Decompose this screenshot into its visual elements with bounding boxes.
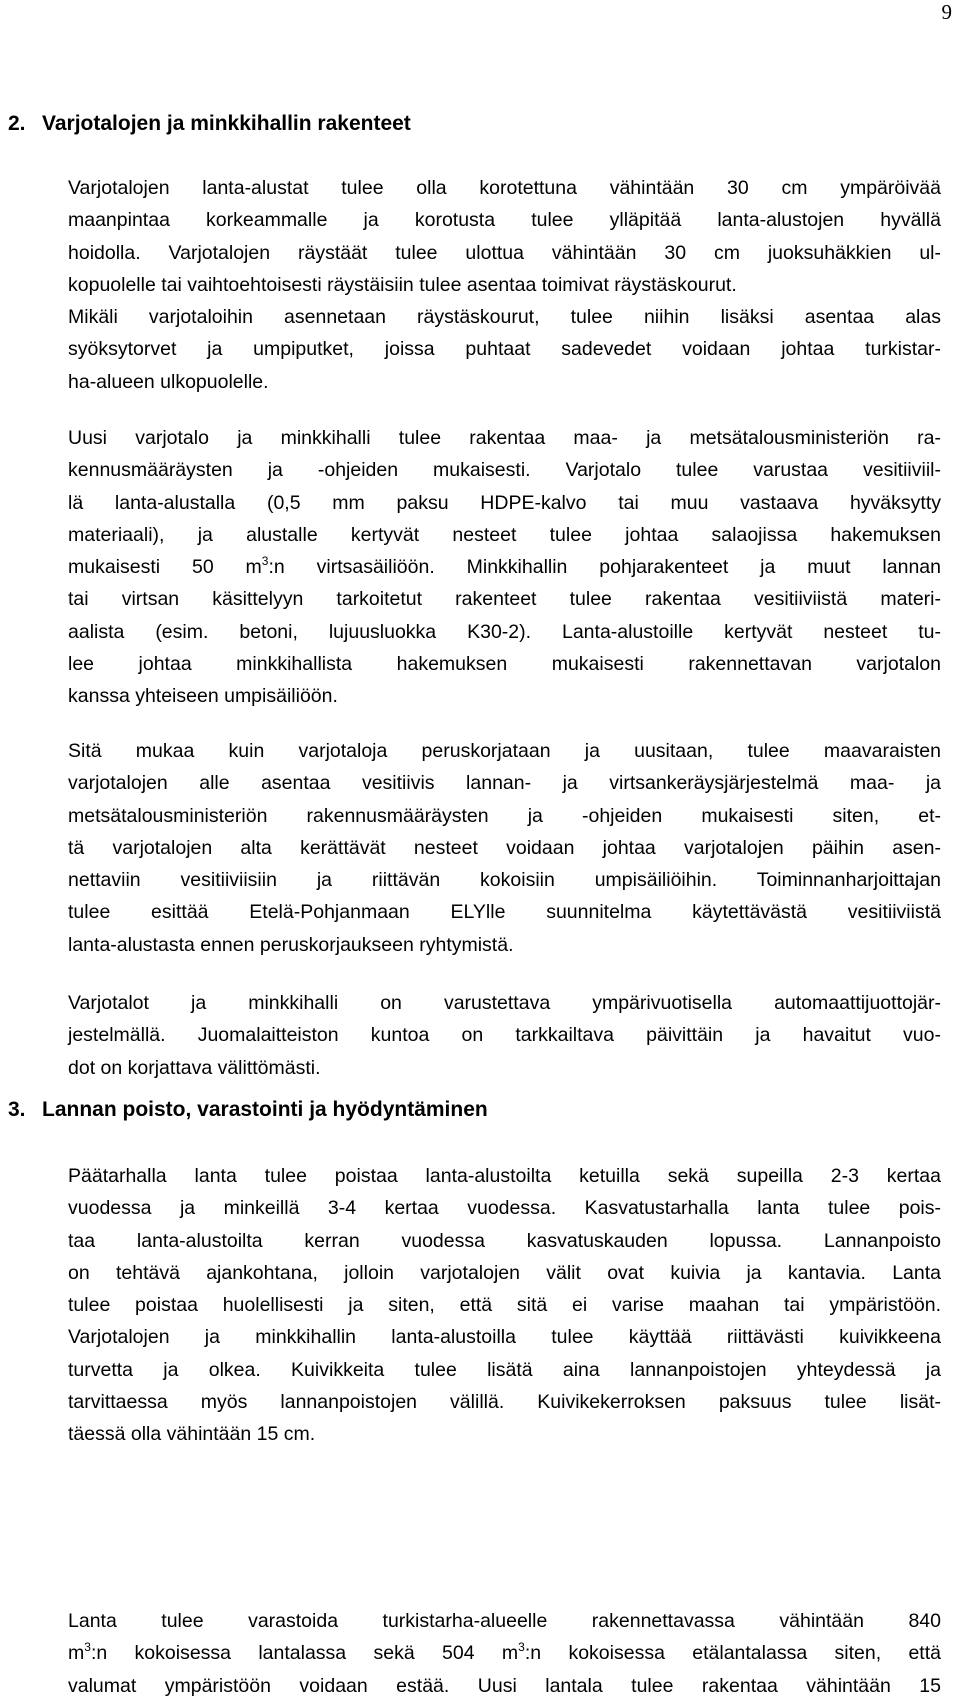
text-line: jestelmällä. Juomalaitteiston kuntoa on tarkkailtava päivittäin ja havaitut vuo- (68, 1024, 941, 1047)
text-line: kopuolelle tai vaihtoehtoisesti räystäisiin tulee asentaa toimivat räystäskourut. (68, 273, 737, 296)
text-line: valumat ympäristöön voidaan estää. Uusi lantala tulee rakentaa vähintään 15 (68, 1674, 941, 1697)
superscript: 3 (261, 554, 269, 569)
section-2-title: Varjotalojen ja minkkihallin rakenteet (42, 112, 411, 135)
text-line: tarvittaessa myös lannanpoistojen välillä. Kuivikekerroksen paksuus tulee lisät- (68, 1391, 941, 1414)
text-line: kanssa yhteiseen umpisäiliöön. (68, 685, 338, 708)
section-2-number: 2. (8, 112, 26, 135)
text-line: Varjotalojen ja minkkihallin lanta-alustoilla tulee käyttää riittävästi kuivikkeena (68, 1326, 941, 1349)
text-line: Sitä mukaa kuin varjotaloja peruskorjataan ja uusitaan, tulee maavaraisten (68, 740, 941, 762)
section-2-paragraph-4 (68, 987, 941, 1084)
text-line: syöksytorvet ja umpiputket, joissa puhtaat sadevedet voidaan johtaa turkistar- (68, 338, 941, 361)
text-line: Varjotalojen lanta-alustat tulee olla korotettuna vähintään 30 cm ympäröivää (68, 177, 941, 199)
text-line: kennusmääräysten ja -ohjeiden mukaisesti. Varjotalo tulee varustaa vesitiiviil- (68, 459, 941, 482)
section-2-heading (8, 112, 411, 136)
text-fragment: m (68, 1642, 85, 1665)
text-line: Päätarhalla lanta tulee poistaa lanta-alustoilta ketuilla sekä supeilla 2-3 kertaa (68, 1165, 941, 1187)
superscript: 3 (518, 1640, 525, 1655)
text-fragment: mukaisesti 50 m (68, 556, 262, 579)
section-2-paragraph-2 (68, 422, 941, 713)
section-3-number: 3. (8, 1098, 26, 1121)
page-number: 9 (941, 0, 952, 24)
text-line: Uusi varjotalo ja minkkihalli tulee rakentaa maa- ja metsätalousministeriön ra- (68, 427, 941, 449)
section-2-paragraph-3 (68, 735, 941, 961)
text-line: tä varjotalojen alta kerättävät nesteet voidaan johtaa varjotalojen päihin asen- (68, 836, 941, 859)
text-fragment: :n virtsasäiliöön. Minkkihallin pohjarakenteet ja muut lannan (268, 556, 941, 579)
text-line: tai virtsan käsittelyyn tarkoitetut rakenteet tulee rakentaa vesitiiviistä materi- (68, 588, 941, 611)
text-line: lee johtaa minkkihallista hakemuksen mukaisesti rakennettavan varjotalon (68, 653, 941, 676)
text-line: vuodessa ja minkeillä 3-4 kertaa vuodessa. Kasvatustarhalla lanta tulee pois- (68, 1197, 941, 1220)
section-3-paragraph-2 (68, 1605, 941, 1702)
section-3-heading (8, 1098, 488, 1122)
text-line: metsätalousministeriön rakennusmääräysten ja -ohjeiden mukaisesti siten, et- (68, 804, 941, 827)
text-line: tulee poistaa huolellisesti ja siten, että sitä ei varise maahan tai ympäristöön. (68, 1294, 941, 1317)
text-line: nettaviin vesitiiviisiin ja riittävän kokoisiin umpisäiliöihin. Toiminnanharjoittajan (68, 869, 941, 892)
text-line (68, 1637, 941, 1669)
text-line: Lanta tulee varastoida turkistarha-alueelle rakennettavassa vähintään 840 (68, 1610, 941, 1632)
text-line: Mikäli varjotaloihin asennetaan räystäskourut, tulee niihin lisäksi asentaa alas (68, 306, 941, 329)
text-line: turvetta ja olkea. Kuivikkeita tulee lisätä aina lannanpoistojen yhteydessä ja (68, 1358, 941, 1381)
section-3-title: Lannan poisto, varastointi ja hyödyntäminen (42, 1098, 488, 1121)
text-line (68, 551, 941, 583)
text-line: varjotalojen alle asentaa vesitiivis lannan- ja virtsankeräysjärjestelmä maa- ja (68, 772, 941, 795)
text-line: lanta-alustasta ennen peruskorjaukseen ryhtymistä. (68, 933, 514, 956)
text-line: aalista (esim. betoni, lujuusluokka K30-2). Lanta-alustoille kertyvät nesteet tu- (68, 620, 941, 643)
text-line: ha-alueen ulkopuolelle. (68, 370, 269, 393)
text-fragment: :n kokoisessa lantalassa sekä 504 m (90, 1642, 519, 1665)
text-line: lä lanta-alustalla (0,5 mm paksu HDPE-kalvo tai muu vastaava hyväksytty (68, 491, 941, 514)
section-3-paragraph-1 (68, 1160, 941, 1451)
text-line: materiaali), ja alustalle kertyvät nesteet tulee johtaa salaojissa hakemuksen (68, 523, 941, 546)
text-line: maanpintaa korkeammalle ja korotusta tulee ylläpitää lanta-alustojen hyvällä (68, 209, 941, 232)
text-line: hoidolla. Varjotalojen räystäät tulee ulottua vähintään 30 cm juoksuhäkkien ul- (68, 241, 941, 264)
text-line: Varjotalot ja minkkihalli on varustettava ympärivuotisella automaattijuottojär- (68, 992, 941, 1014)
text-line: taa lanta-alustoilta kerran vuodessa kasvatuskauden lopussa. Lannanpoisto (68, 1229, 941, 1252)
text-line: tulee esittää Etelä-Pohjanmaan ELYlle suunnitelma käytettävästä vesitiiviistä (68, 901, 941, 924)
text-fragment: :n kokoisessa etälantalassa siten, että (524, 1642, 941, 1665)
section-2-paragraph-1 (68, 172, 941, 398)
text-line: täessä olla vähintään 15 cm. (68, 1423, 316, 1446)
text-line: on tehtävä ajankohtana, jolloin varjotalojen välit ovat kuivia ja kantavia. Lanta (68, 1261, 941, 1284)
superscript: 3 (84, 1640, 91, 1655)
text-line: dot on korjattava välittömästi. (68, 1056, 321, 1079)
